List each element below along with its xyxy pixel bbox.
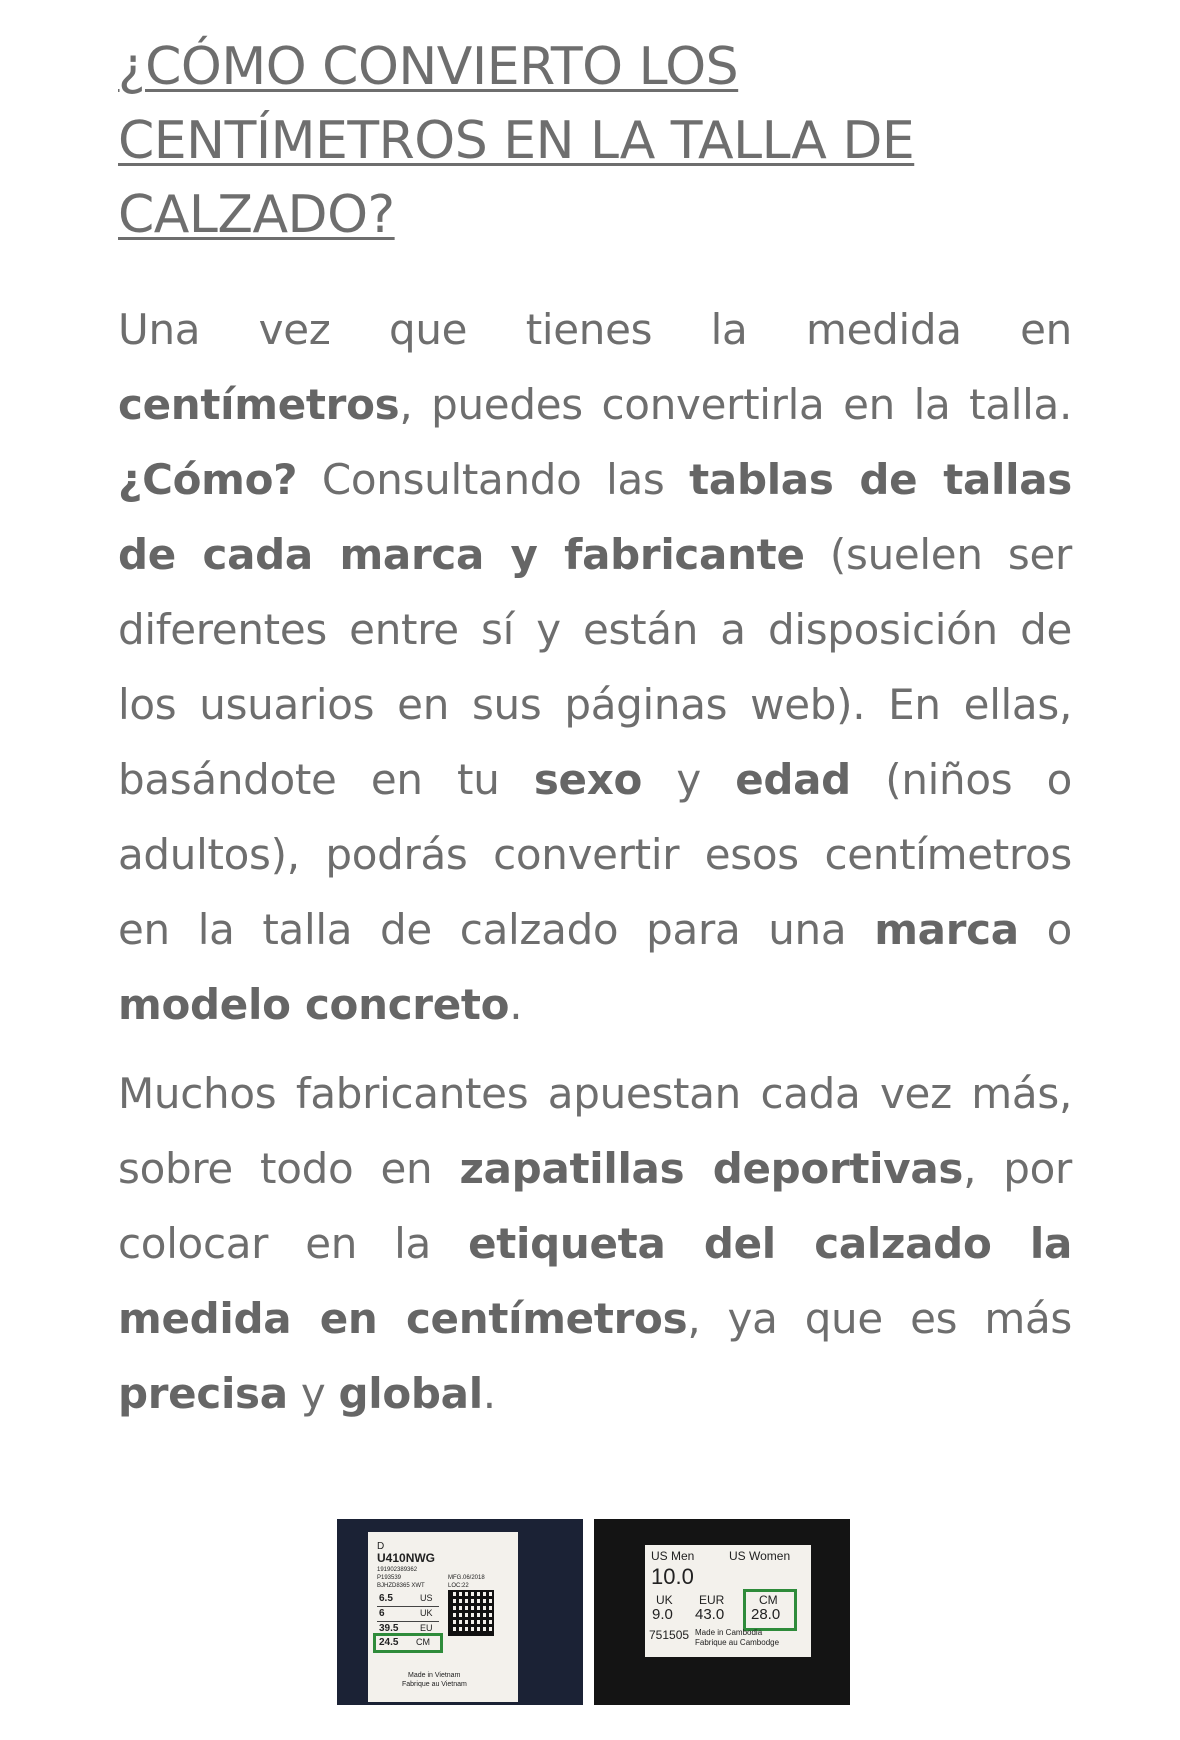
bold-text: marca [874,905,1019,954]
tag-code-3: BJHZD8365 XWT [377,1583,425,1589]
bold-text: modelo concreto [118,980,510,1029]
article [118,30,1072,1431]
tag-code-1: 191902389362 [377,1567,418,1573]
tag-cm-unit: CM [416,1637,430,1647]
tag-cm-value: 28.0 [751,1606,781,1623]
tag-cm-unit: CM [759,1593,778,1607]
tag-us-value: 10.0 [651,1564,694,1589]
bold-text: global [338,1369,483,1418]
tag-line-d: D [377,1541,385,1552]
tag-us-unit: US [420,1593,433,1603]
tag-uk-value: 6 [379,1608,385,1619]
tag-fabrique: Fabrique au Cambodge [695,1638,780,1647]
size-tag-left [368,1532,518,1702]
shoe-label-photo-right [594,1519,850,1705]
bold-text: precisa [118,1369,288,1418]
size-tag-right [645,1545,811,1657]
article-title[interactable]: ¿CÓMO CONVIERTO LOS CENTÍMETROS EN LA TALLA DE CALZADO? [118,37,915,245]
bold-text: sexo [533,755,643,804]
bold-text: ¿Cómo? [118,455,298,504]
tag-loc: LOC:22 [448,1583,469,1589]
tag-eur-value: 43.0 [695,1606,725,1623]
tag-model: U410NWG [377,1551,436,1565]
tag-code: 751505 [649,1628,690,1642]
bold-text: centímetros [118,380,400,429]
bold-text: tablas de tallas de cada marca y fabricante [118,455,1072,579]
tag-row-divider [377,1606,439,1607]
tag-us-value: 6.5 [379,1593,393,1604]
tag-eu-value: 39.5 [379,1623,399,1634]
tag-eur-unit: EUR [699,1593,725,1607]
tag-us-men: US Men [651,1549,695,1563]
bold-text: edad [735,755,851,804]
tag-uk-unit: UK [420,1608,433,1618]
article-paragraph-2: Muchos fabricantes apuestan cada vez más, sobre todo en zapatillas deportivas, por colocar en la etiqueta del calzado la medida en centímetros, ya que es más precisa y global. [118,1069,1073,1418]
tag-uk-unit: UK [656,1593,673,1607]
tag-fabrique: Fabrique au Vietnam [402,1681,467,1688]
tag-eu-unit: EU [420,1623,433,1633]
tag-uk-value: 9.0 [652,1606,673,1623]
bold-text: etiqueta del calzado la medida en centímetros [118,1219,1072,1343]
tag-made-in: Made in Cambodia [695,1628,763,1637]
qr-code [448,1590,494,1636]
tag-cm-value: 24.5 [379,1637,399,1648]
tag-mfg: MFG.06/2018 [448,1575,485,1581]
shoe-label-photos [337,1519,850,1705]
tag-made-in: Made in Vietnam [408,1672,461,1679]
bold-text: zapatillas deportivas [459,1144,964,1193]
shoe-label-photo-left [337,1519,583,1705]
tag-code-2: P193539 [377,1575,402,1581]
article-paragraph-1: Una vez que tienes la medida en centímetros, puedes convertirla en la talla. ¿Cómo? Consultando las tablas de tallas de cada marca y fabricante (suelen ser diferentes entre sí y están a disposición de los usuarios en sus páginas web). En ellas, basándote en tu sexo y edad (niños o adultos), podrás convertir esos centímetros en la talla de calzado para una marca o modelo concreto. [118,305,1073,1029]
tag-us-women: US Women [729,1549,791,1563]
tag-row-divider [377,1621,439,1622]
